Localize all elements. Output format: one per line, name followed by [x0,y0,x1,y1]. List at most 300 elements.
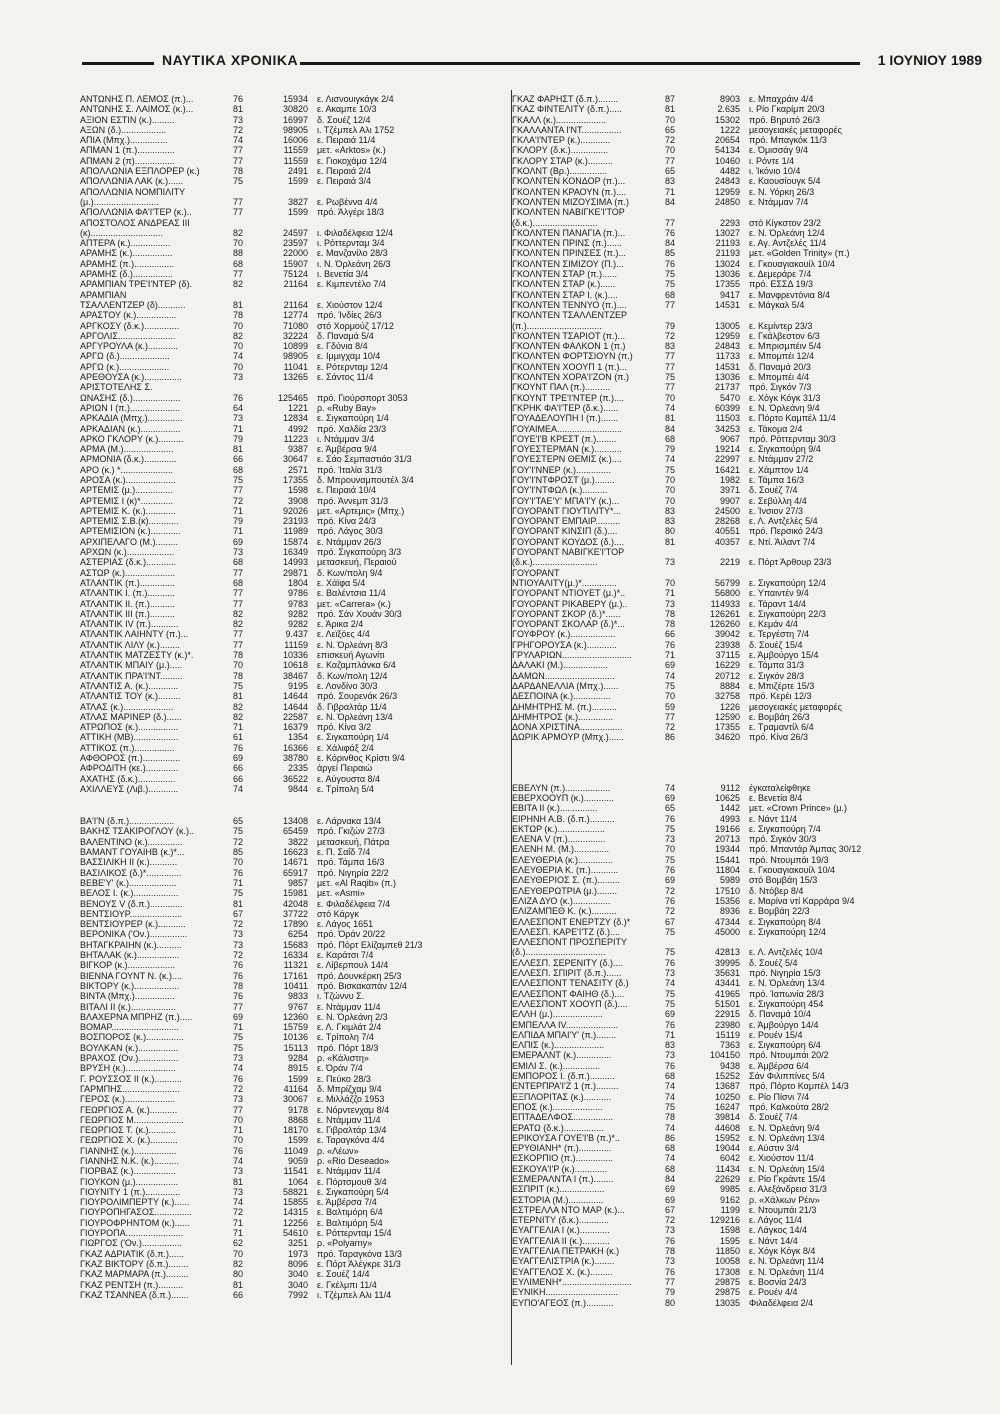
build-year: 68 [665,433,676,444]
ship-entry [512,640,912,650]
ship-entry [80,1074,480,1084]
ship-entry [80,135,480,145]
position-info: ε. Λ. Αντζελές 10/4 [749,947,823,958]
position-info: πρό. Ίαπωνία 28/3 [749,988,824,999]
position-info: ε. Μπαχράιν 4/4 [749,94,814,104]
position-info: ε. Πειραιά 10/4 [317,485,377,496]
tonnage: 15874 [282,536,308,547]
position-info: ε. Ντάμμαν 11/4 [317,1114,381,1125]
newspaper-title: ΝΑΥΤΙΚΑ ΧΡΟΝΙΚΑ [162,52,299,68]
ship-name: ΒΟΜΑΡ........................... [80,1022,179,1033]
position-info: ε. Λισνουιγκάγκ 2/4 [317,94,394,104]
tonnage: 18170 [282,1125,308,1136]
position-info: ε. Πειραιά 2/4 [317,166,372,177]
build-year: 72 [665,330,676,341]
ship-name: ΕΛΕΥΘΕΡΙΟΣ Σ. (π.)......... [512,875,620,886]
build-year: 72 [233,919,244,930]
position-info: ι. Τζέμπελ Αλι 1752 [317,124,395,135]
build-year: 75 [233,888,244,899]
ship-entry [80,991,480,1001]
position-info: ε. Αγ. Αντζελές 11/4 [749,238,827,249]
build-year: 75 [665,926,676,937]
ship-entry [512,465,912,475]
position-info: ι. Φιλαδέλφεια 12/4 [317,227,394,238]
position-info: ε. Κιμπεντέλο 7/4 [317,279,386,290]
ship-entry [80,207,480,217]
ship-name: ΑΠΟΛΛΩΝΙΑ ΝΟΜΠΙΛΙΤΥ [80,186,186,197]
build-year: 70 [233,1135,244,1146]
ship-entry [512,732,912,742]
ship-entry [80,929,480,939]
ship-name: ΕΠΟΣ (κ.).................... [512,1101,603,1112]
tonnage: 11503 [715,413,740,424]
build-year: 70 [665,844,676,855]
tonnage: 32758 [714,691,740,702]
position-info: ε. Υπαιντέν 9/4 [749,588,809,599]
build-year: 75 [665,988,676,999]
position-info: ε. Ρίο Γκράντε 15/4 [749,1173,826,1184]
tonnage: 3908 [287,495,308,506]
position-info: ε. Καράτσι 7/4 [317,950,374,961]
ship-name: ΑΡΜΑ (Μ.).................... [80,444,174,455]
tonnage: 114933 [710,598,740,609]
build-year: 85 [665,248,676,259]
build-year: 65 [233,816,244,827]
ship-name: ΑΡΤΕΜΙΣΙΟΝ (κ.)............ [80,526,181,537]
ship-entry [512,176,912,186]
ship-name: ΕΛΕΝΗ Μ. (Μ.).............. [512,844,610,855]
build-year: 78 [233,310,244,321]
ship-name: ΓΚΟΥΝΤ ΤΡΕ'Ι'ΝΤΕΡ (π.).... [512,392,625,403]
build-year: 76 [665,865,676,876]
tonnage: 1973 [287,1248,308,1259]
tonnage: 11049 [283,1145,308,1156]
tonnage: 92026 [282,505,308,516]
position-info: ε. Ν. Όρλεάνη 13/4 [749,1132,825,1143]
position-info: ε. Ρίο Πίσνι 7/4 [749,1091,810,1102]
tonnage: 17161 [282,970,308,981]
tonnage: 71080 [282,320,308,331]
tonnage: 20712 [714,670,740,681]
tonnage: 8936 [719,906,740,917]
build-year: 81 [233,444,244,455]
tonnage: 42048 [282,898,308,909]
position-info: ε. Μπομπέι 12/4 [749,351,815,362]
tonnage: 9907 [719,495,740,506]
position-info: στό Χορμούζ 17/12 [317,320,394,331]
ship-name: ΕΥΑΓΓΕΛΙΣΤΡΙΑ (κ.)........ [512,1256,615,1267]
tonnage: 34253 [714,423,740,434]
build-year: 69 [665,1194,676,1205]
position-info: δ. Σουέζ 5/4 [749,957,798,968]
position-info: ε. Ν. Όρλεάνη 9/4 [749,402,820,413]
position-info: ε. Αλεξάνδρεια 31/3 [749,1184,827,1195]
build-year: 80 [233,1269,244,1280]
ship-entry [80,826,480,836]
ship-entry [80,1177,480,1187]
position-info: ε. Ν. Όρλεάνη 13/4 [749,978,825,989]
ship-name: ΑΡΕΘΟΥΣΑ (κ.)............... [80,372,182,383]
position-info: ε. Ίνσιον 27/3 [749,505,804,516]
ship-name: ΑΤΤΙΚΟΣ (π.)................ [80,742,175,753]
right-group-2 [512,783,912,1308]
position-info: πρό. Ρόττερνταμ 30/3 [749,433,836,444]
tonnage: 16334 [282,950,308,961]
position-info: ι. Τζώννυ Σ. [317,991,365,1002]
build-year: 79 [233,516,244,527]
ship-name: ΕΒΙΤΑ ΙΙ (κ.)............... [512,803,598,814]
ship-entry [80,1084,480,1094]
ship-entry [512,187,912,197]
tonnage: 65459 [282,826,308,837]
ship-name: ΓΚΟΛΝΤΕΝ ΣΤΑΡ (π.)...... [512,269,617,280]
ship-name: ΒΙΕΝΝΑ ΓΟΥΝΤ Ν. (κ.).... [80,970,183,981]
ship-entry [80,176,480,186]
build-year: 77 [233,598,244,609]
position-info: ε. Καουσίουγκ 5/4 [749,176,821,187]
build-year: 71 [233,1125,244,1136]
build-year: 70 [233,1248,244,1259]
position-info: ε. Μανζανίλο 28/3 [317,248,388,259]
tonnage: 14993 [282,557,308,568]
tonnage: 34620 [714,732,740,743]
ship-entry [512,382,912,392]
build-year: 69 [665,1009,676,1020]
position-info: ε. Ρουέν 4/4 [749,1287,798,1298]
ship-name: ΑΡΙΣΤΟΤΕΛΗΣ Σ. [80,382,153,393]
ship-name: ΑΤΛΑΝΤΙΚ IV (π.)........... [80,619,179,630]
ship-name: (π.).............................. [512,320,602,331]
tonnage: 15759 [282,1022,308,1033]
tonnage: 16006 [282,135,308,146]
ship-entry [80,650,480,660]
ship-entry [512,588,912,598]
tonnage: 16421 [714,464,740,475]
build-year: 77 [665,155,676,166]
position-info: ε. Όμισσάγ 9/4 [749,145,808,156]
position-info: ε. Τάραντ 14/4 [749,598,806,609]
ship-name: ΒΑΣΙΛΙΚΟΣ (δ.)*.............. [80,867,182,878]
position-info: ε. Ντάμμαν 11/4 [317,1166,381,1177]
build-year: 83 [665,1040,676,1051]
position-info: ε. Χιούστον 12/4 [317,299,383,310]
position-info: άργεί Πειραιώ [317,763,373,774]
ship-entry [80,1012,480,1022]
ship-name: ΒΙΝΤΑ (Μπχ.)................ [80,991,175,1002]
tonnage: 51501 [714,998,740,1009]
ship-entry [512,803,912,813]
position-info: ε. Ταραγκόνα 4/4 [317,1135,385,1146]
build-year: 70 [233,1114,244,1125]
ship-entry [80,763,480,773]
tonnage: 1598 [719,1225,740,1236]
ship-entry [80,660,480,670]
ship-entry [512,989,912,999]
ship-name: ΒΕΝΤΣΙΟΥΡΕΡ (κ.)........... [80,919,186,930]
ship-entry [80,1146,480,1156]
position-info: ι. Βενετία 3/4 [317,269,369,280]
tonnage: 15302 [714,114,740,125]
ship-name: ΓΟΥΟΡΑΝΤ [512,567,560,578]
ship-name: ΕΜΕΡΑΛΝΤ (κ.).............. [512,1050,612,1061]
ship-entry [80,899,480,909]
position-info: πρό. Γκιζών 27/3 [317,826,385,837]
build-year: 70 [665,145,676,156]
tonnage: 7992 [287,1289,308,1300]
tonnage: 1226 [719,701,740,712]
tonnage: 129216 [709,1215,740,1226]
position-info: ε. Λεϊξόες 4/4 [317,629,370,640]
position-info: πρό. Βηρυτό 26/3 [749,114,820,125]
position-info: πρό. Μπαντάρ Άμπας 30/12 [749,844,862,855]
ship-entry [80,1269,480,1279]
ship-name: ΓΚΛΟΡΥ ΣΤΑΡ (κ.).......... [512,155,613,166]
build-year: 72 [665,1215,676,1226]
right-group-gap [512,743,912,783]
tonnage: 2491 [287,166,308,177]
ship-entry [80,310,480,320]
position-info: ρ. «Rio Deseado» [317,1155,390,1166]
build-year: 68 [665,1071,676,1082]
ship-entry [512,1143,912,1153]
ship-name: ΑΣΤΕΡΙΑΣ (δ.κ.)............ [80,557,177,568]
position-info: ρ. «Χάλκων Ρέιν» [749,1194,820,1205]
build-year: 78 [665,608,676,619]
ship-entry [80,1105,480,1115]
build-year: 75 [665,279,676,290]
ship-entry [80,837,480,847]
build-year: 82 [233,608,244,619]
ship-name: ΓΚΑΖ ΤΣΑΝΝΕΑ (δ.π.)....... [80,1289,189,1300]
ship-name: ΒΕΝΟΥΣ V (δ.π.)............. [80,898,183,909]
ship-name: ΕΙΡΗΝΗ Α.Β. (δ.π.).......... [512,813,615,824]
build-year: 82 [233,279,244,290]
build-year: 73 [665,1225,676,1236]
build-year: 81 [665,413,676,424]
build-year: 70 [665,114,676,125]
tonnage: 1804 [287,577,308,588]
build-year: 76 [233,970,244,981]
ship-entry [512,403,912,413]
ship-entry [512,1123,912,1133]
position-info: ε. Πόρτ Άλέγκρε 31/3 [317,1258,401,1269]
ship-name: ΒΙΓΚΟΡ (κ.)................... [80,960,176,971]
ship-name: ΑΧΙΛΛΕΥΣ (Λιβ.)............ [80,783,179,794]
build-year: 73 [665,834,676,845]
tonnage: 10136 [282,1032,308,1043]
ship-name: ΑΦΡΟΔΙΤΗ (κε.)............. [80,763,179,774]
position-info: ε. Βαλτιμόρη 5/4 [317,1217,383,1228]
ship-entry [80,629,480,639]
build-year: 76 [665,258,676,269]
ship-name: ΓΚΟΛΝΤΕΝ ΣΙΜΙΖΟΥ (Π.)... [512,258,624,269]
ship-entry [80,888,480,898]
build-year: 75 [665,464,676,475]
ship-entry [80,125,480,135]
ship-name: ΕΛΙΖΑΜΠΕΘ Κ. (κ.).......... [512,906,617,917]
tonnage: 16229 [714,660,740,671]
ship-name: ΔΑΜΩΝ............................ [512,670,615,681]
ship-name: ΑΠΟΛΛΩΝΙΑ ΦΑ'Ι'ΤΕΡ (κ.).. [80,207,192,218]
build-year: 64 [233,402,244,413]
position-info: πρό. Σιγκαπούρη 3/3 [317,547,402,558]
ship-entry [512,968,912,978]
ship-entry [512,927,912,937]
tonnage: 3827 [287,196,308,207]
position-info: δ. Παναμά 10/4 [749,1009,811,1020]
tonnage: 19044 [714,1143,740,1154]
ship-name: ΓΟΥΟΡΑΝΤ ΡΙΚΑΒΕΡΥ (μ.).. [512,598,628,609]
position-info: ε. Βομβάη 22/3 [749,906,810,917]
tonnage: 2.635 [717,104,740,115]
ship-entry [80,1238,480,1248]
ship-name: ΕΛΛΕΣΠΟΝΤ ΕΝΕΡΤΖΥ (δ.)* [512,916,631,927]
ship-entry [80,568,480,578]
position-info: ε. Σιγκαπούρη 1/4 [317,732,389,743]
build-year: 71 [233,423,244,434]
position-info: δ. Ντόβερ 8/4 [749,885,804,896]
tonnage: 98905 [282,351,308,362]
tonnage: 15113 [283,1042,308,1053]
position-info: ε. Μπρισμπέιν 5/4 [749,341,822,352]
position-info: ε. Ν. Όρλεάνη 9/4 [749,1122,820,1133]
position-info: ε. Όράν 7/4 [317,1063,363,1074]
build-year: 82 [233,701,244,712]
ship-entry [512,207,912,217]
ship-entry [512,290,912,300]
position-info: ε. Δεμεράρε 7/4 [749,269,812,280]
build-year: 74 [665,670,676,681]
ship-entry [512,886,912,896]
ship-entry [80,1032,480,1042]
header-rule-middle [300,62,860,65]
tonnage: 6042 [719,1153,740,1164]
tonnage: 3040 [287,1279,308,1290]
build-year: 74 [665,1153,676,1164]
position-info: ι. Τζέμπελ Αλι 11/4 [317,1289,392,1300]
ship-name: ΔΑΡΔΑΝΕΛΛΙΑ (Μπχ.)...... [512,680,619,691]
ship-entry [80,578,480,588]
build-year: 75 [665,372,676,383]
issue-date: 1 ΙΟΥΝΙΟΥ 1989 [877,52,982,68]
build-year: 78 [665,1112,676,1123]
ship-entry [512,1246,912,1256]
ship-name: ΑΤΛΑΝΤΙΣ Α. (κ.)............ [80,680,179,691]
ship-entry [80,1218,480,1228]
build-year: 77 [665,217,676,228]
tonnage: 11733 [715,351,740,362]
tonnage: 16623 [282,847,308,858]
tonnage: 10411 [283,980,308,991]
ship-entry [80,640,480,650]
tonnage: 56799 [714,577,740,588]
build-year: 66 [233,454,244,465]
ship-name: ΑΤΛΑΝΤΙΚ Ι. (π.)........... [80,588,175,599]
ship-name: ΕΛΠΙΔΑ ΜΠΑΙ'Υ' (π.)........ [512,1029,617,1040]
build-year: 76 [233,960,244,971]
position-info: μεσογειακές μεταφορές [749,124,842,135]
build-year: 66 [233,773,244,784]
build-year: 77 [233,1001,244,1012]
ship-entry [512,1071,912,1081]
position-info: ε. Ν. Όρλεάνη 12/4 [749,227,825,238]
build-year: 75 [665,680,676,691]
build-year: 82 [233,619,244,630]
position-info: μεσογειακές μεταφορές [749,701,842,712]
ship-entry [80,1094,480,1104]
ship-entry [80,506,480,516]
position-info: ε. Χάλιφάξ 2/4 [317,742,374,753]
build-year: 68 [665,1143,676,1154]
ship-entry [80,1156,480,1166]
ship-entry [512,1030,912,1040]
build-year: 75 [665,269,676,280]
ship-name: ΕΣΤΡΕΛΛΑ ΝΤΟ ΜΑΡ (κ.)... [512,1204,625,1215]
build-year: 81 [233,104,244,115]
right-column [512,94,912,1308]
position-info: ε. Πόρτσμουθ 3/4 [317,1176,387,1187]
ship-entry [80,732,480,742]
ship-name: ΕΛΕΥΘΕΡΙΑ Κ. (π.)........... [512,865,619,876]
ship-entry [512,393,912,403]
ship-name: ΕΛΕΝΑ V (π.)............... [512,834,606,845]
ship-entry [80,372,480,382]
ship-name: ΑΤΛΑΝΤΙΚ ΛΑΙΗΝΤΥ (π.)... [80,629,189,640]
build-year: 79 [665,320,676,331]
position-info: ε. Ν. Όρλεάνη 11/4 [749,1266,825,1277]
position-info: μετ. «Crown Prince» (μ.) [749,803,847,814]
build-year: 83 [665,505,676,516]
tonnage: 4482 [719,166,740,177]
build-year: 67 [665,1204,676,1215]
position-info: ε. Ακαμπε 10/3 [317,104,377,115]
position-info: δ. Σουέζ 7/4 [749,1112,798,1123]
ship-name: ΓΡΥΛΑΡΙΩΝ............................ [512,650,633,661]
position-info: ε. Γιβραλτάρ 13/4 [317,1125,387,1136]
ship-entry [80,434,480,444]
position-info: ε. Ρουέν 15/4 [749,1029,803,1040]
tonnage: 11223 [283,433,308,444]
tonnage: 9112 [720,782,740,793]
build-year: 59 [665,701,676,712]
build-year: 86 [665,1132,676,1143]
ship-entry [512,310,912,320]
position-info: ε. Ντάμμαν 26/3 [317,536,382,547]
ship-name: ΑΡΓΚΟΣΥ (δ.κ.).............. [80,320,180,331]
ship-name: ΕΥΑΓΓΕΛΙΑ ΠΕΤΡΑΚΗ (κ.) [512,1246,620,1257]
tonnage: 9282 [287,608,308,619]
build-year: 76 [665,639,676,650]
build-year: 71 [665,1029,676,1040]
build-year: 72 [233,950,244,961]
build-year: 74 [665,454,676,465]
tonnage: 58821 [282,1186,308,1197]
build-year: 73 [665,968,676,979]
tonnage: 37722 [282,908,308,919]
tonnage: 29871 [282,567,308,578]
tonnage: 39042 [714,629,740,640]
tonnage: 14531 [714,361,740,372]
tonnage: 126260 [709,619,740,630]
ship-name: ΑΤΛΑΣ ΜΑΡΙΝΕΡ (δ.)...... [80,711,182,722]
ship-name: ΕΥΝΙΚΗ............................. [512,1287,619,1298]
build-year: 74 [665,782,676,793]
ship-entry [80,454,480,464]
position-info: ε. Σιγκαπούρη 12/4 [749,926,826,937]
build-year: 75 [233,474,244,485]
position-info: ε. Σιγκαπούρη 9/4 [749,444,821,455]
ship-entry [80,465,480,475]
